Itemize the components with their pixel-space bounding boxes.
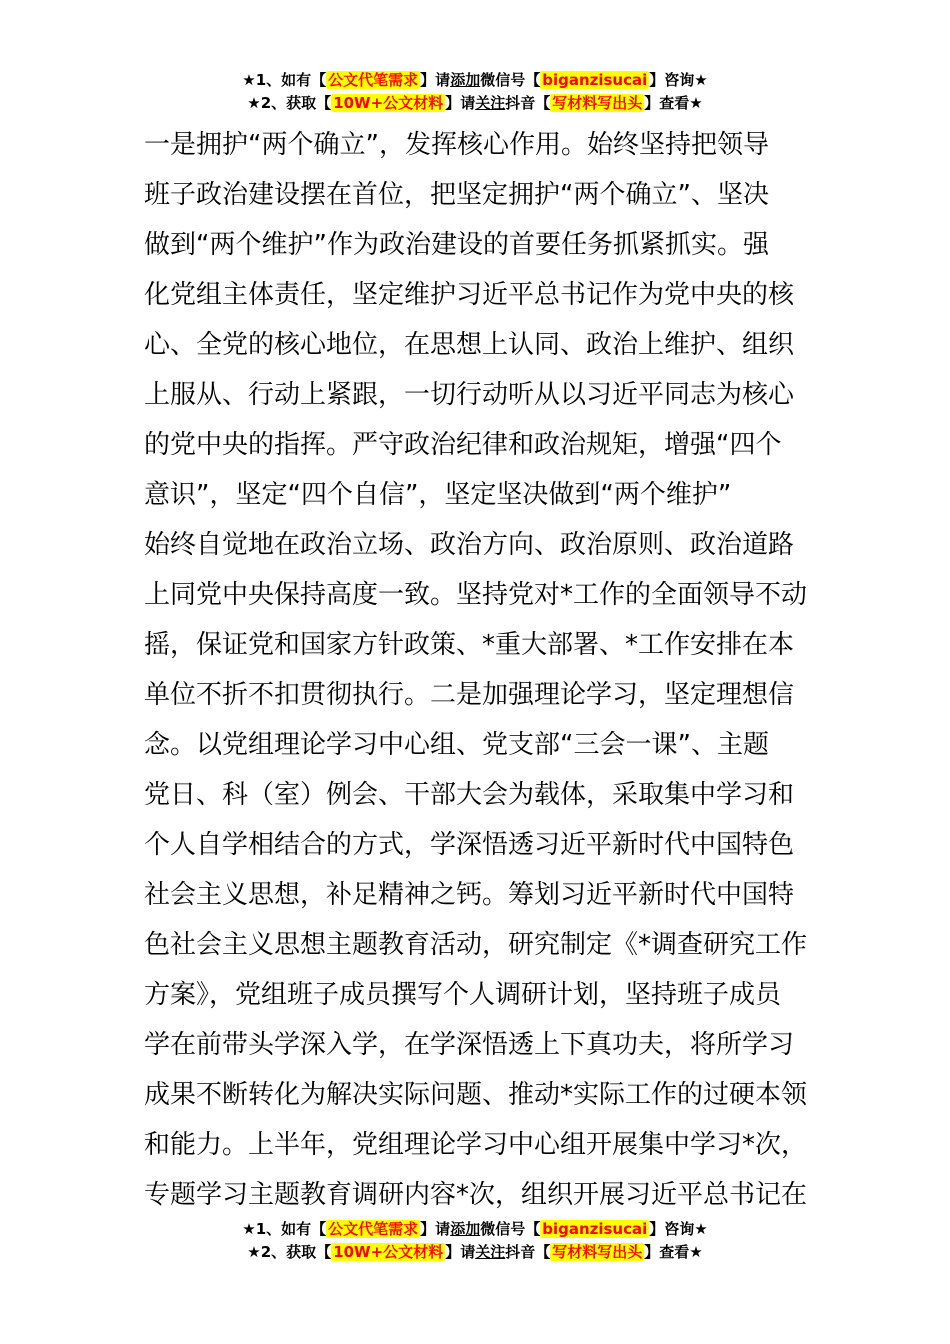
body-line: 摇，保证党和国家方针政策、*重大部署、*工作安排在本 [144, 630, 795, 660]
body-line: 学在前带头学深入学，在学深悟透上下真功夫，将所学习 [144, 1030, 795, 1060]
banner-text: ★1、如有【 [242, 71, 327, 89]
underline-follow: 关注 [475, 1243, 506, 1261]
banner-text: 】咨询★ [649, 1220, 708, 1238]
banner-text: ★2、获取【 [247, 1243, 332, 1261]
footer-banner [0, 1218, 950, 1264]
highlight-douyin: 写材料写出头 [552, 94, 643, 112]
body-line: 化党组主体责任，坚定维护习近平总书记作为党中央的核 [144, 280, 795, 310]
highlight-wechat-id: biganzisucai [542, 1220, 648, 1238]
banner-text: 】查看★ [644, 94, 703, 112]
highlight-ghostwriting: 公文代笔需求 [328, 1220, 419, 1238]
highlight-ghostwriting: 公文代笔需求 [328, 71, 419, 89]
body-line: 意识”，坚定“四个自信”，坚定坚决做到“两个维护” [144, 480, 732, 510]
banner-text: 抖音【 [505, 1243, 551, 1261]
document-body [144, 120, 809, 1220]
underline-add: 添加 [450, 71, 481, 89]
banner-text: 】请 [445, 1243, 476, 1261]
banner-text: ★1、如有【 [242, 1220, 327, 1238]
body-line: 班子政治建设摆在首位，把坚定拥护“两个确立”、坚决 [144, 180, 769, 210]
underline-add: 添加 [450, 1220, 481, 1238]
banner-text: 抖音【 [505, 94, 551, 112]
body-line: 个人自学相结合的方式，学深悟透习近平新时代中国特色 [144, 830, 795, 860]
banner-text: 】请 [420, 71, 451, 89]
body-line: 成果不断转化为解决实际问题、推动*实际工作的过硬本领 [144, 1080, 808, 1110]
body-line: 和能力。上半年，党组理论学习中心组开展集中学习*次， [144, 1130, 808, 1160]
banner-line-1 [0, 69, 950, 92]
highlight-materials: 10W+公文材料 [333, 94, 444, 112]
highlight-wechat-id: biganzisucai [542, 71, 648, 89]
underline-follow: 关注 [475, 94, 506, 112]
body-line: 一是拥护“两个确立”，发挥核心作用。始终坚持把领导 [144, 130, 769, 160]
body-line: 色社会主义思想主题教育活动，研究制定《*调查研究工作 [144, 930, 808, 960]
banner-line-2 [0, 92, 950, 115]
body-line: 心、全党的核心地位，在思想上认同、政治上维护、组织 [144, 330, 795, 360]
body-line: 单位不折不扣贯彻执行。二是加强理论学习，坚定理想信 [144, 680, 795, 710]
highlight-materials: 10W+公文材料 [333, 1243, 444, 1261]
body-line: 念。以党组理论学习中心组、党支部“三会一课”、主题 [144, 730, 769, 760]
banner-text: ★2、获取【 [247, 94, 332, 112]
banner-line-2 [0, 1241, 950, 1264]
banner-line-1 [0, 1218, 950, 1241]
body-line: 上服从、行动上紧跟，一切行动听从以习近平同志为核心 [144, 380, 795, 410]
body-line: 做到“两个维护”作为政治建设的首要任务抓紧抓实。强 [144, 230, 769, 260]
banner-text: 】咨询★ [649, 71, 708, 89]
banner-text: 】请 [420, 1220, 451, 1238]
banner-text: 】查看★ [644, 1243, 703, 1261]
body-line: 始终自觉地在政治立场、政治方向、政治原则、政治道路 [144, 530, 795, 560]
body-line: 社会主义思想，补足精神之钙。筹划习近平新时代中国特 [144, 880, 795, 910]
body-line: 上同党中央保持高度一致。坚持党对*工作的全面领导不动 [144, 580, 808, 610]
banner-text: 微信号【 [480, 71, 541, 89]
body-line: 党日、科（室）例会、干部大会为载体，采取集中学习和 [144, 780, 795, 810]
highlight-douyin: 写材料写出头 [552, 1243, 643, 1261]
header-banner [0, 69, 950, 115]
body-line: 方案》，党组班子成员撰写个人调研计划，坚持班子成员 [144, 980, 782, 1010]
banner-text: 】请 [445, 94, 476, 112]
body-line: 专题学习主题教育调研内容*次，组织开展习近平总书记在 [144, 1180, 808, 1210]
banner-text: 微信号【 [480, 1220, 541, 1238]
body-line: 的党中央的指挥。严守政治纪律和政治规矩，增强“四个 [144, 430, 782, 460]
